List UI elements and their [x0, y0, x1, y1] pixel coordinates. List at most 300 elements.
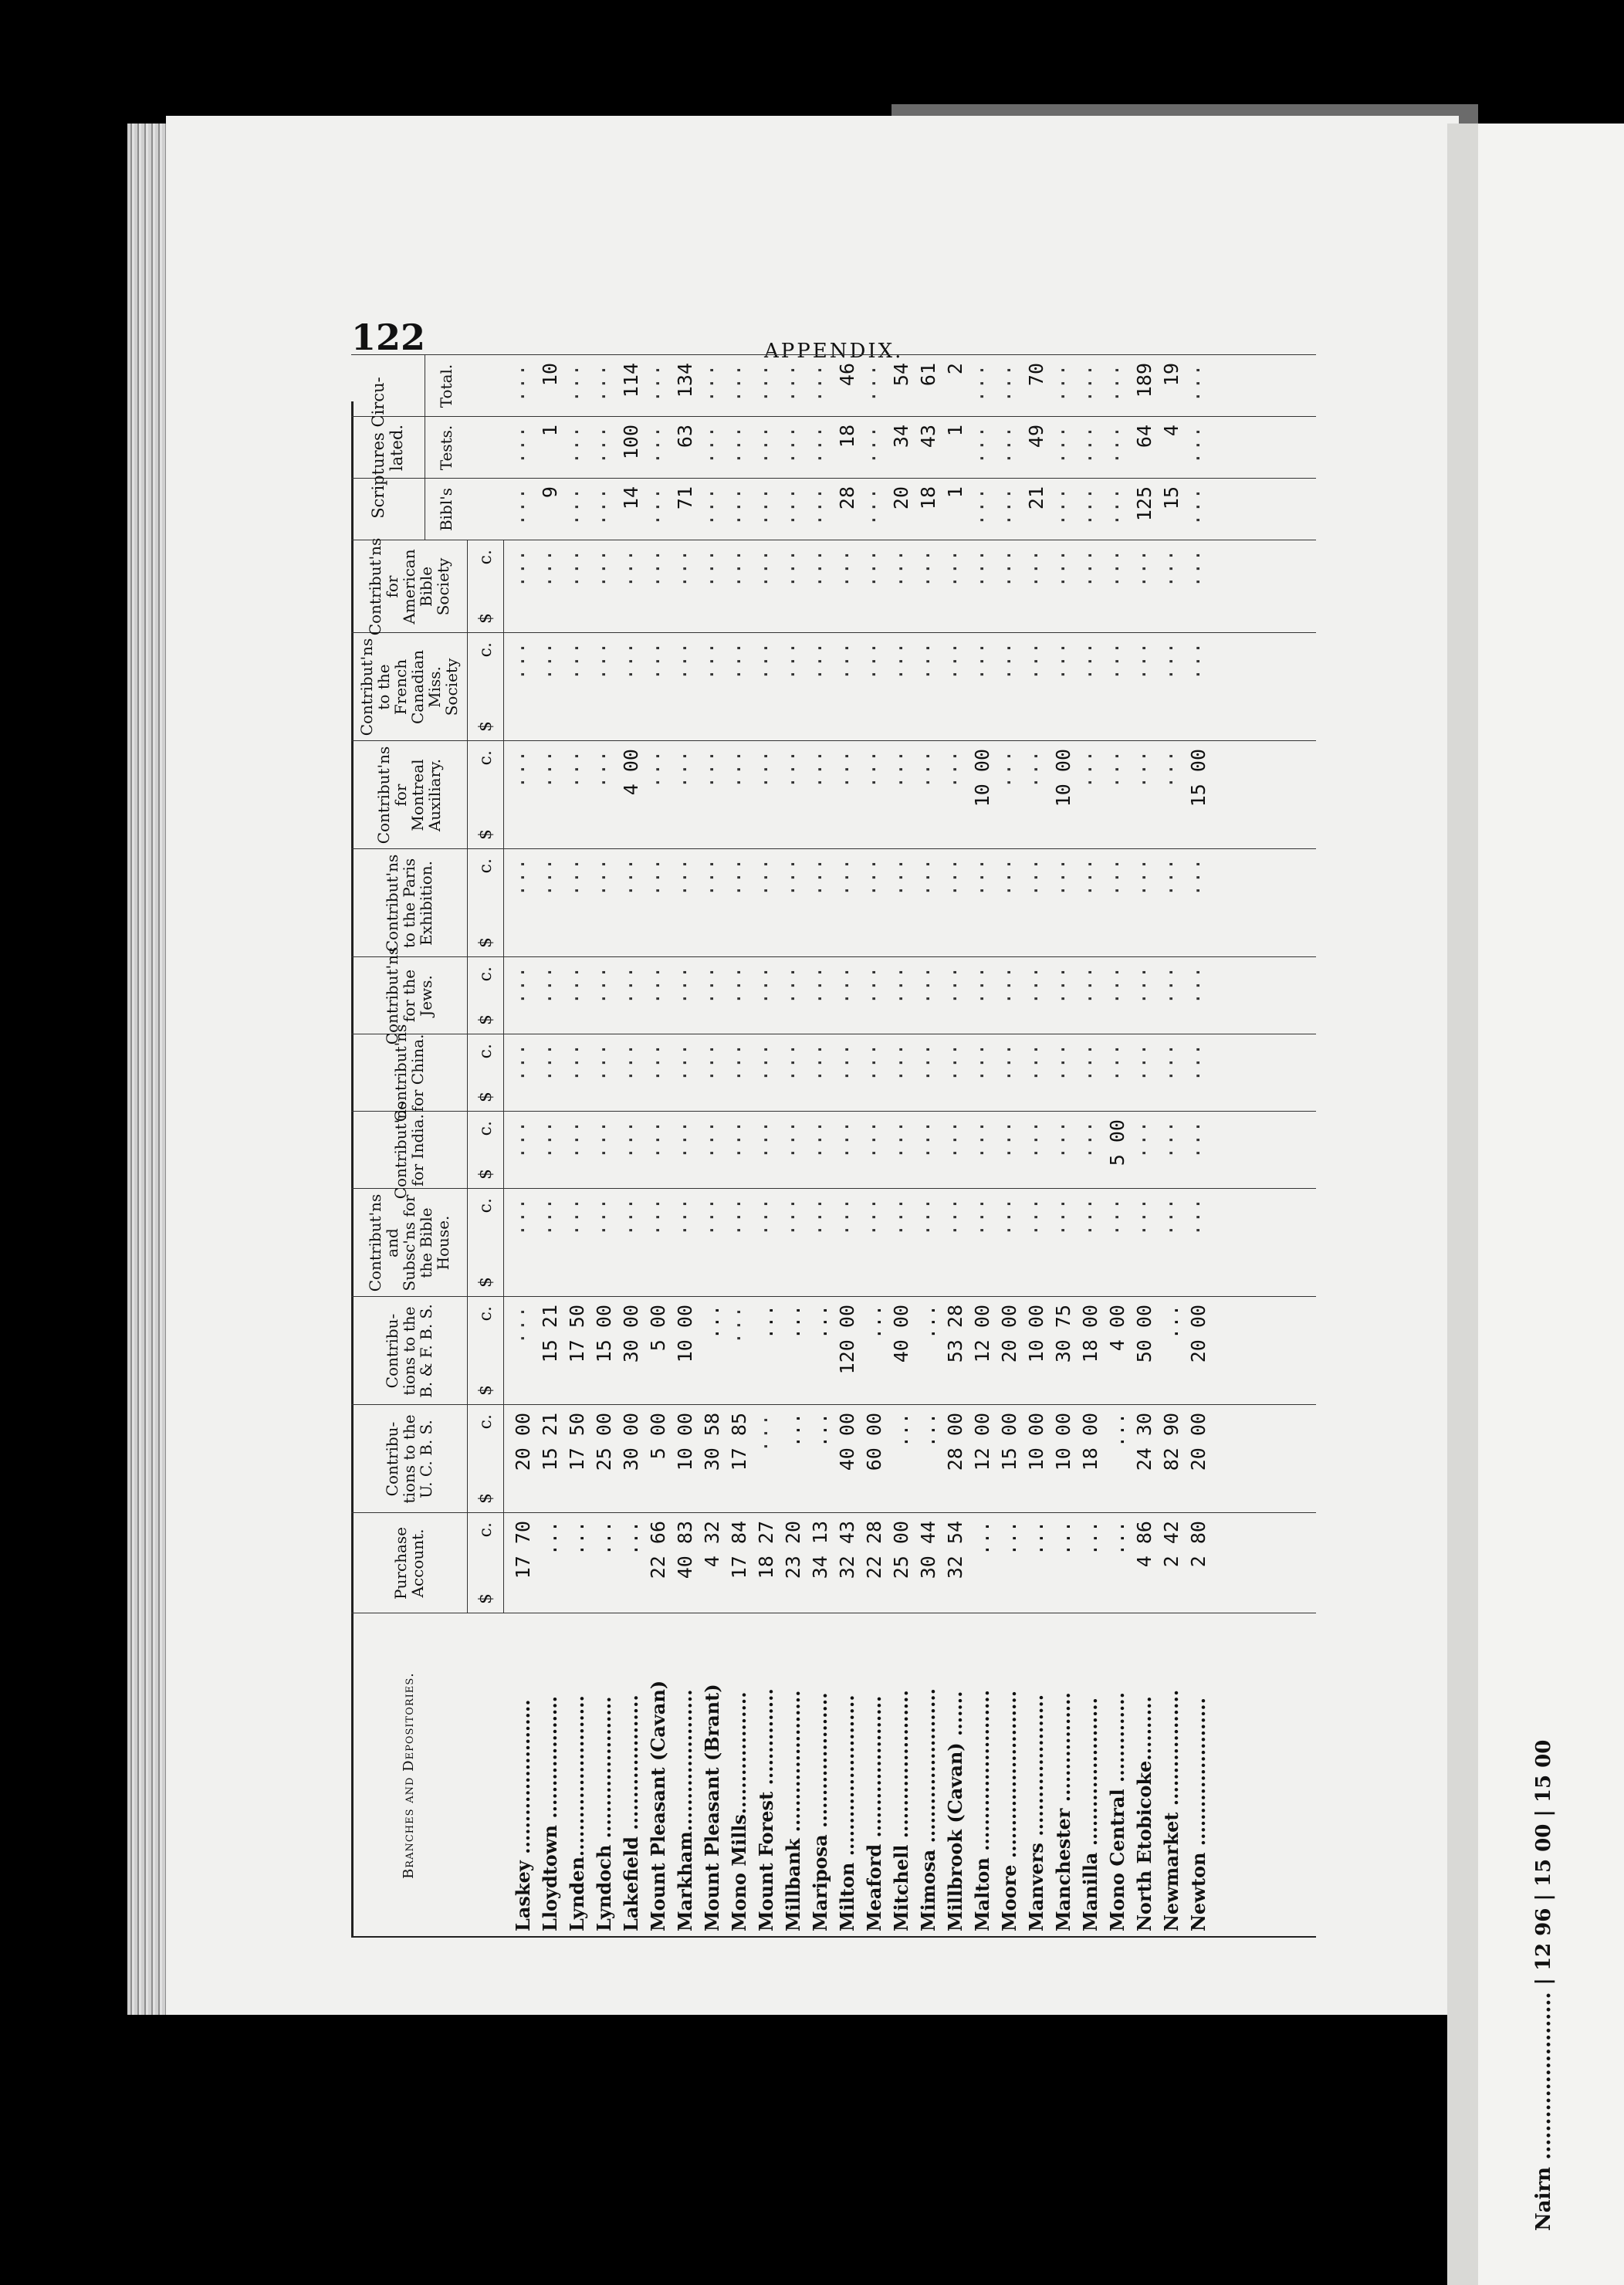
table-cell: ··· — [1052, 857, 1074, 897]
table-cell: 32 54 — [944, 1521, 966, 1579]
table-cell: ··· — [566, 749, 588, 789]
table-cell: ··· — [998, 1042, 1020, 1082]
table-cell: ··· — [674, 641, 696, 681]
table-cell: ··· — [1079, 548, 1101, 588]
table-cell: ··· — [998, 486, 1020, 526]
table-cell: 20 — [890, 486, 912, 510]
table-cell: ··· — [998, 1197, 1020, 1237]
table-cell: 1 — [944, 486, 966, 499]
table-cell: ··· — [809, 486, 831, 526]
table-cell: ··· — [647, 749, 669, 789]
table-cell: ··· — [566, 425, 588, 465]
table-cell: 24 30 — [1133, 1413, 1155, 1471]
table-cell: ··· — [917, 641, 939, 681]
table-cell: ··· — [809, 641, 831, 681]
table-cell: 10 00 — [674, 1413, 696, 1471]
table-cell: ··· — [566, 965, 588, 1005]
table-cell: ··· — [701, 965, 723, 1005]
table-cell: ··· — [1106, 857, 1128, 897]
table-cell: ··· — [1025, 857, 1047, 897]
table-cell: ··· — [836, 548, 858, 588]
table-cell: ··· — [971, 363, 993, 403]
table-cell: ··· — [836, 857, 858, 897]
table-cell: ··· — [755, 363, 777, 403]
table-cell: ··· — [1025, 1197, 1047, 1237]
dollar-unit: $ — [475, 1593, 496, 1604]
table-cell: ... — [917, 1305, 939, 1340]
table-cell: 14 — [620, 486, 642, 510]
table-cell: ··· — [836, 965, 858, 1005]
running-head: APPENDIX. — [764, 340, 904, 363]
branch-name: Millbank ...................... — [782, 1690, 804, 1931]
table-cell: 1 — [539, 425, 561, 437]
table-cell: ··· — [809, 857, 831, 897]
cents-unit: c. — [475, 1121, 496, 1136]
table-cell: 2 80 — [1187, 1521, 1210, 1568]
dollar-unit: $ — [475, 1493, 496, 1504]
table-cell: ··· — [1133, 641, 1155, 681]
table-cell: ··· — [917, 1119, 939, 1159]
table-cell: ··· — [917, 548, 939, 588]
table-cell: ··· — [1079, 1042, 1101, 1082]
table-cell: ··· — [674, 1042, 696, 1082]
column-header-montreal: Contribut'ns for Montreal Auxiliary. — [374, 746, 444, 845]
table-cell: ··· — [890, 1042, 912, 1082]
table-cell: ... — [917, 1413, 939, 1448]
table-cell: ··· — [701, 363, 723, 403]
table-cell: ··· — [1052, 425, 1074, 465]
table-cell: ··· — [647, 548, 669, 588]
table-cell: 18 00 — [1079, 1413, 1101, 1471]
table-cell: ··· — [674, 1197, 696, 1237]
table-cell: 4 00 — [620, 749, 642, 796]
table-cell: ··· — [1187, 965, 1210, 1005]
table-cell: 15 00 — [593, 1305, 615, 1363]
table-cell: 10 00 — [674, 1305, 696, 1363]
branch-name: Meaford ...................... — [863, 1695, 885, 1931]
table-cell: ··· — [1079, 425, 1101, 465]
table-cell: ··· — [1106, 363, 1128, 403]
column-tests — [351, 416, 1316, 479]
table-cell: ··· — [593, 749, 615, 789]
table-cell: ··· — [1106, 1042, 1128, 1082]
column-header-china: Contribut'ns for China. — [391, 1024, 427, 1122]
table-cell: ··· — [863, 363, 885, 403]
table-cell: ··· — [539, 548, 561, 588]
units-row — [467, 1112, 504, 1189]
table-cell: 5 00 — [1106, 1119, 1128, 1166]
table-cell: 40 00 — [836, 1413, 858, 1471]
table-cell: ··· — [620, 548, 642, 588]
branch-name: North Etobicoke.......... — [1133, 1696, 1155, 1931]
table-cell: ··· — [782, 749, 804, 789]
table-cell: ··· — [512, 749, 534, 789]
table-cell: ··· — [890, 1119, 912, 1159]
branch-name: Newmarket .................. — [1160, 1689, 1182, 1931]
cents-unit: c. — [475, 1044, 496, 1059]
branch-name: Mount Pleasant (Cavan) — [647, 1680, 669, 1931]
column-ucbs — [351, 1404, 1316, 1513]
branch-name: Mimosa ........................ — [917, 1688, 939, 1931]
table-cell: ··· — [944, 749, 966, 789]
table-cell: ··· — [512, 1305, 534, 1345]
table-cell: 18 27 — [755, 1521, 777, 1579]
column-header-bibles: Bibl's — [436, 487, 455, 532]
table-cell: ··· — [1052, 965, 1074, 1005]
branch-name: Manilla ....................... — [1079, 1698, 1101, 1931]
table-cell: ··· — [512, 857, 534, 897]
table-cell: 40 83 — [674, 1521, 696, 1579]
branch-name: Lakefield ..................... — [620, 1694, 642, 1931]
table-cell: ··· — [863, 1042, 885, 1082]
cents-unit: c. — [475, 1414, 496, 1430]
table-cell: ··· — [728, 486, 750, 526]
table-cell: 134 — [674, 363, 696, 398]
table-cell: 30 44 — [917, 1521, 939, 1579]
table-cell: ··· — [593, 425, 615, 465]
table-cell: ··· — [998, 641, 1020, 681]
table-cell: ··· — [647, 425, 669, 465]
table-cell: ··· — [1106, 548, 1128, 588]
table-cell: ··· — [1025, 1119, 1047, 1159]
table-cell: ··· — [1106, 965, 1128, 1005]
table-cell: ··· — [1106, 425, 1128, 465]
table-cell: ··· — [1187, 641, 1210, 681]
table-cell: ··· — [755, 548, 777, 588]
scriptures-circulated-header: Scriptures Circu-lated. — [351, 355, 425, 540]
table-cell: 114 — [620, 363, 642, 398]
table-cell: ··· — [1160, 548, 1182, 588]
table-cell: 30 58 — [701, 1413, 723, 1471]
table-cell: ··· — [1160, 857, 1182, 897]
cents-unit: c. — [475, 550, 496, 565]
table-cell: 20 00 — [998, 1305, 1020, 1363]
units-row — [467, 1513, 504, 1613]
table-cell: ··· — [701, 425, 723, 465]
table-cell: ··· — [890, 548, 912, 588]
column-header-purchase: Purchase Account. — [391, 1527, 427, 1600]
table-cell: 1 — [944, 425, 966, 437]
cents-unit: c. — [475, 642, 496, 658]
table-cell: ··· — [890, 641, 912, 681]
table-cell: ... — [1160, 1305, 1182, 1340]
table-cell: ··· — [809, 965, 831, 1005]
column-american — [351, 537, 1316, 636]
table-cell: ··· — [1187, 548, 1210, 588]
table-cell: ··· — [539, 641, 561, 681]
branch-name: Markham...................... — [674, 1689, 696, 1931]
page-number: 122 — [351, 317, 426, 358]
table-cell: ··· — [647, 486, 669, 526]
table-cell: ··· — [863, 425, 885, 465]
table-cell: ··· — [998, 749, 1020, 789]
cents-unit: c. — [475, 1306, 496, 1322]
column-header-india: Contribut'ns for India. — [391, 1101, 427, 1200]
table-cell: ··· — [1025, 965, 1047, 1005]
table-cell: ··· — [755, 1197, 777, 1237]
table-cell: ··· — [755, 486, 777, 526]
table-cell: 10 00 — [1025, 1305, 1047, 1363]
table-cell: ··· — [944, 965, 966, 1005]
table-cell: 10 — [539, 363, 561, 387]
table-cell: ··· — [728, 425, 750, 465]
table-cell: 17 50 — [566, 1305, 588, 1363]
table-cell: ··· — [728, 1305, 750, 1345]
table-cell: 2 — [944, 363, 966, 375]
table-cell: ··· — [1079, 1197, 1101, 1237]
table-cell: ··· — [809, 363, 831, 403]
table-cell: 18 00 — [1079, 1305, 1101, 1363]
table-cell: 20 00 — [1187, 1413, 1210, 1471]
table-cell: ··· — [944, 641, 966, 681]
table-cell: ··· — [1133, 749, 1155, 789]
table-cell: ··· — [539, 857, 561, 897]
table-cell: ··· — [620, 1042, 642, 1082]
table-cell: 43 — [917, 425, 939, 449]
table-cell: ··· — [971, 425, 993, 465]
table-cell: ··· — [1106, 749, 1128, 789]
table-cell: 60 00 — [863, 1413, 885, 1471]
table-cell: ··· — [863, 857, 885, 897]
table-cell: ··· — [755, 425, 777, 465]
table-cell: 34 13 — [809, 1521, 831, 1579]
units-row — [467, 1034, 504, 1112]
table-cell: ··· — [917, 1197, 939, 1237]
table-cell: ··· — [512, 965, 534, 1005]
table-cell: 10 00 — [1052, 1413, 1074, 1471]
table-cell: ··· — [1025, 548, 1047, 588]
table-cell: ··· — [1079, 857, 1101, 897]
table-cell: ··· — [512, 548, 534, 588]
table-cell: ... — [1079, 1521, 1101, 1556]
table-cell: 17 50 — [566, 1413, 588, 1471]
branch-name: Mono Central .............. — [1106, 1692, 1128, 1931]
table-cell: 12 00 — [971, 1305, 993, 1363]
column-purchase — [351, 1512, 1316, 1613]
table-cell: ··· — [728, 641, 750, 681]
table-cell: ··· — [728, 1042, 750, 1082]
table-cell: 15 21 — [539, 1305, 561, 1363]
table-cell: 18 — [917, 486, 939, 510]
table-cell: ... — [782, 1305, 804, 1340]
table-cell: ··· — [782, 548, 804, 588]
column-jews — [351, 946, 1316, 1045]
table-cell: ··· — [593, 641, 615, 681]
table-cell: ··· — [566, 857, 588, 897]
table-cell: ··· — [1079, 641, 1101, 681]
table-cell: ··· — [674, 1119, 696, 1159]
table-cell: ··· — [512, 363, 534, 403]
table-cell: ··· — [809, 1197, 831, 1237]
table-cell: 120 00 — [836, 1305, 858, 1375]
table-cell: ... — [998, 1521, 1020, 1556]
dollar-unit: $ — [475, 1092, 496, 1102]
table-cell: ··· — [944, 857, 966, 897]
table-cell: ... — [539, 1521, 561, 1556]
table-cell: 10 00 — [1052, 749, 1074, 807]
table-cell: ··· — [971, 965, 993, 1005]
table-cell: ··· — [1079, 965, 1101, 1005]
table-cell: 9 — [539, 486, 561, 499]
rotated-table — [351, 363, 1316, 1938]
table-cell: ... — [1106, 1413, 1128, 1448]
table-cell: ··· — [971, 1197, 993, 1237]
table-cell: ... — [1025, 1521, 1047, 1556]
table-cell: ··· — [593, 548, 615, 588]
table-cell: ··· — [647, 1042, 669, 1082]
table-cell: ··· — [890, 749, 912, 789]
table-cell: ··· — [728, 965, 750, 1005]
table-cell: ··· — [512, 425, 534, 465]
column-header-jews: Contribut'ns for the Jews. — [383, 946, 435, 1045]
dollar-unit: $ — [475, 1169, 496, 1180]
table-cell: ··· — [917, 749, 939, 789]
table-cell: ··· — [728, 1197, 750, 1237]
table-cell: ··· — [1133, 1197, 1155, 1237]
table-cell: ··· — [593, 1042, 615, 1082]
table-cell: 4 32 — [701, 1521, 723, 1568]
table-cell: 15 00 — [998, 1413, 1020, 1471]
table-cell: 49 — [1025, 425, 1047, 449]
column-bibles — [351, 478, 1316, 540]
column-bfbs — [351, 1296, 1316, 1405]
table-cell: ··· — [809, 425, 831, 465]
branch-name: Newton ....................... — [1187, 1698, 1210, 1931]
table-cell: ··· — [863, 486, 885, 526]
table-cell: ··· — [998, 363, 1020, 403]
table-cell: ··· — [809, 548, 831, 588]
table-cell: ··· — [701, 1042, 723, 1082]
table-cell: 15 00 — [1187, 749, 1210, 807]
table-cell: ··· — [701, 1119, 723, 1159]
table-cell: ... — [863, 1305, 885, 1340]
table-cell: ··· — [863, 1119, 885, 1159]
table-cell: ··· — [701, 641, 723, 681]
table-cell: 63 — [674, 425, 696, 449]
column-header-french: Contribut'ns to the French Canadian Miss. Society — [357, 638, 461, 736]
table-cell: ··· — [647, 1197, 669, 1237]
branch-name: Mariposa ..................... — [809, 1692, 831, 1931]
table-cell: ··· — [755, 641, 777, 681]
table-cell: ··· — [782, 1119, 804, 1159]
table-cell: ··· — [782, 1042, 804, 1082]
table-cell: ··· — [998, 425, 1020, 465]
table-cell: ··· — [836, 1042, 858, 1082]
table-cell: ··· — [1187, 1042, 1210, 1082]
table-cell: ··· — [944, 548, 966, 588]
column-header-american: Contribut'ns for American Bible Society — [366, 537, 452, 636]
units-row — [467, 1189, 504, 1297]
column-india — [351, 1101, 1316, 1200]
table-cell: 189 — [1133, 363, 1155, 398]
branch-name: Laskey ........................ — [512, 1699, 534, 1931]
table-cell: ··· — [1025, 641, 1047, 681]
table-cell: 25 00 — [890, 1521, 912, 1579]
table-cell: ··· — [566, 486, 588, 526]
table-cell: ··· — [539, 749, 561, 789]
branch-name: Manchester ................. — [1052, 1692, 1074, 1931]
table-cell: ··· — [1133, 857, 1155, 897]
units-row — [467, 1297, 504, 1405]
table-cell: ··· — [701, 857, 723, 897]
table-cell: ... — [755, 1305, 777, 1340]
table-cell: ··· — [1187, 1197, 1210, 1237]
dollar-unit: $ — [475, 1014, 496, 1025]
table-cell: ... — [1106, 1521, 1128, 1556]
table-cell: 34 — [890, 425, 912, 449]
table-cell: 125 — [1133, 486, 1155, 522]
branch-name: Lyndoch ...................... — [593, 1696, 615, 1931]
table-cell: ... — [809, 1413, 831, 1448]
table-cell: ··· — [998, 548, 1020, 588]
table-cell: 17 70 — [512, 1521, 534, 1579]
table-cell: ··· — [1187, 425, 1210, 465]
table-cell: ··· — [971, 857, 993, 897]
table-cell: 70 — [1025, 363, 1047, 387]
units-row — [467, 1405, 504, 1513]
table-cell: 5 00 — [647, 1413, 669, 1460]
table-cell: ··· — [998, 965, 1020, 1005]
dollar-unit: $ — [475, 721, 496, 732]
table-cell: ... — [701, 1305, 723, 1340]
table-cell: ··· — [836, 1197, 858, 1237]
table-cell: ··· — [998, 1119, 1020, 1159]
branch-name: Mono Mills................... — [728, 1691, 750, 1931]
table-cell: ··· — [728, 1119, 750, 1159]
table-cell: 2 42 — [1160, 1521, 1182, 1568]
table-cell: ... — [593, 1521, 615, 1556]
table-cell: 25 00 — [593, 1413, 615, 1471]
branch-name: Lynden......................... — [566, 1695, 588, 1931]
table-cell: ... — [971, 1521, 993, 1556]
table-cell: 17 84 — [728, 1521, 750, 1579]
cents-unit: c. — [475, 858, 496, 874]
table-cell: ··· — [701, 486, 723, 526]
column-header-bible_house: Contribut'ns and Subsc'ns for the Bible House. — [366, 1193, 452, 1292]
table-cell: ··· — [863, 749, 885, 789]
table-cell: 71 — [674, 486, 696, 510]
table-cell: 10 00 — [1025, 1413, 1047, 1471]
branches-table — [351, 363, 1316, 1938]
table-cell: ··· — [1052, 548, 1074, 588]
table-cell: ··· — [890, 857, 912, 897]
next-page-row-fragment: Nairn ........................ | 12 96 | 15 00 | 15 00 — [1532, 1739, 1555, 2231]
table-cell: 61 — [917, 363, 939, 387]
table-cell: ··· — [782, 363, 804, 403]
table-cell: ··· — [728, 857, 750, 897]
dollar-unit: $ — [475, 829, 496, 840]
table-cell: ··· — [566, 363, 588, 403]
table-cell: ··· — [566, 1197, 588, 1237]
table-cell: ··· — [782, 641, 804, 681]
table-cell: ··· — [593, 363, 615, 403]
table-cell: ··· — [1052, 486, 1074, 526]
table-cell: ··· — [566, 1042, 588, 1082]
table-cell: ··· — [1133, 965, 1155, 1005]
table-cell: ··· — [1187, 1119, 1210, 1159]
column-header-paris: Contribut'ns to the Paris Exhibition. — [383, 854, 435, 953]
table-cell: ··· — [971, 1119, 993, 1159]
table-cell: 40 00 — [890, 1305, 912, 1363]
branch-name: Malton ......................... — [971, 1689, 993, 1931]
table-cell: ... — [566, 1521, 588, 1556]
table-cell: 22 66 — [647, 1521, 669, 1579]
column-header-ucbs: Contribu-tions to the U. C. B. S. — [383, 1414, 435, 1504]
table-cell: 15 — [1160, 486, 1182, 510]
table-cell: ··· — [998, 857, 1020, 897]
table-cell: ··· — [1133, 1119, 1155, 1159]
table-cell: ··· — [1052, 1042, 1074, 1082]
